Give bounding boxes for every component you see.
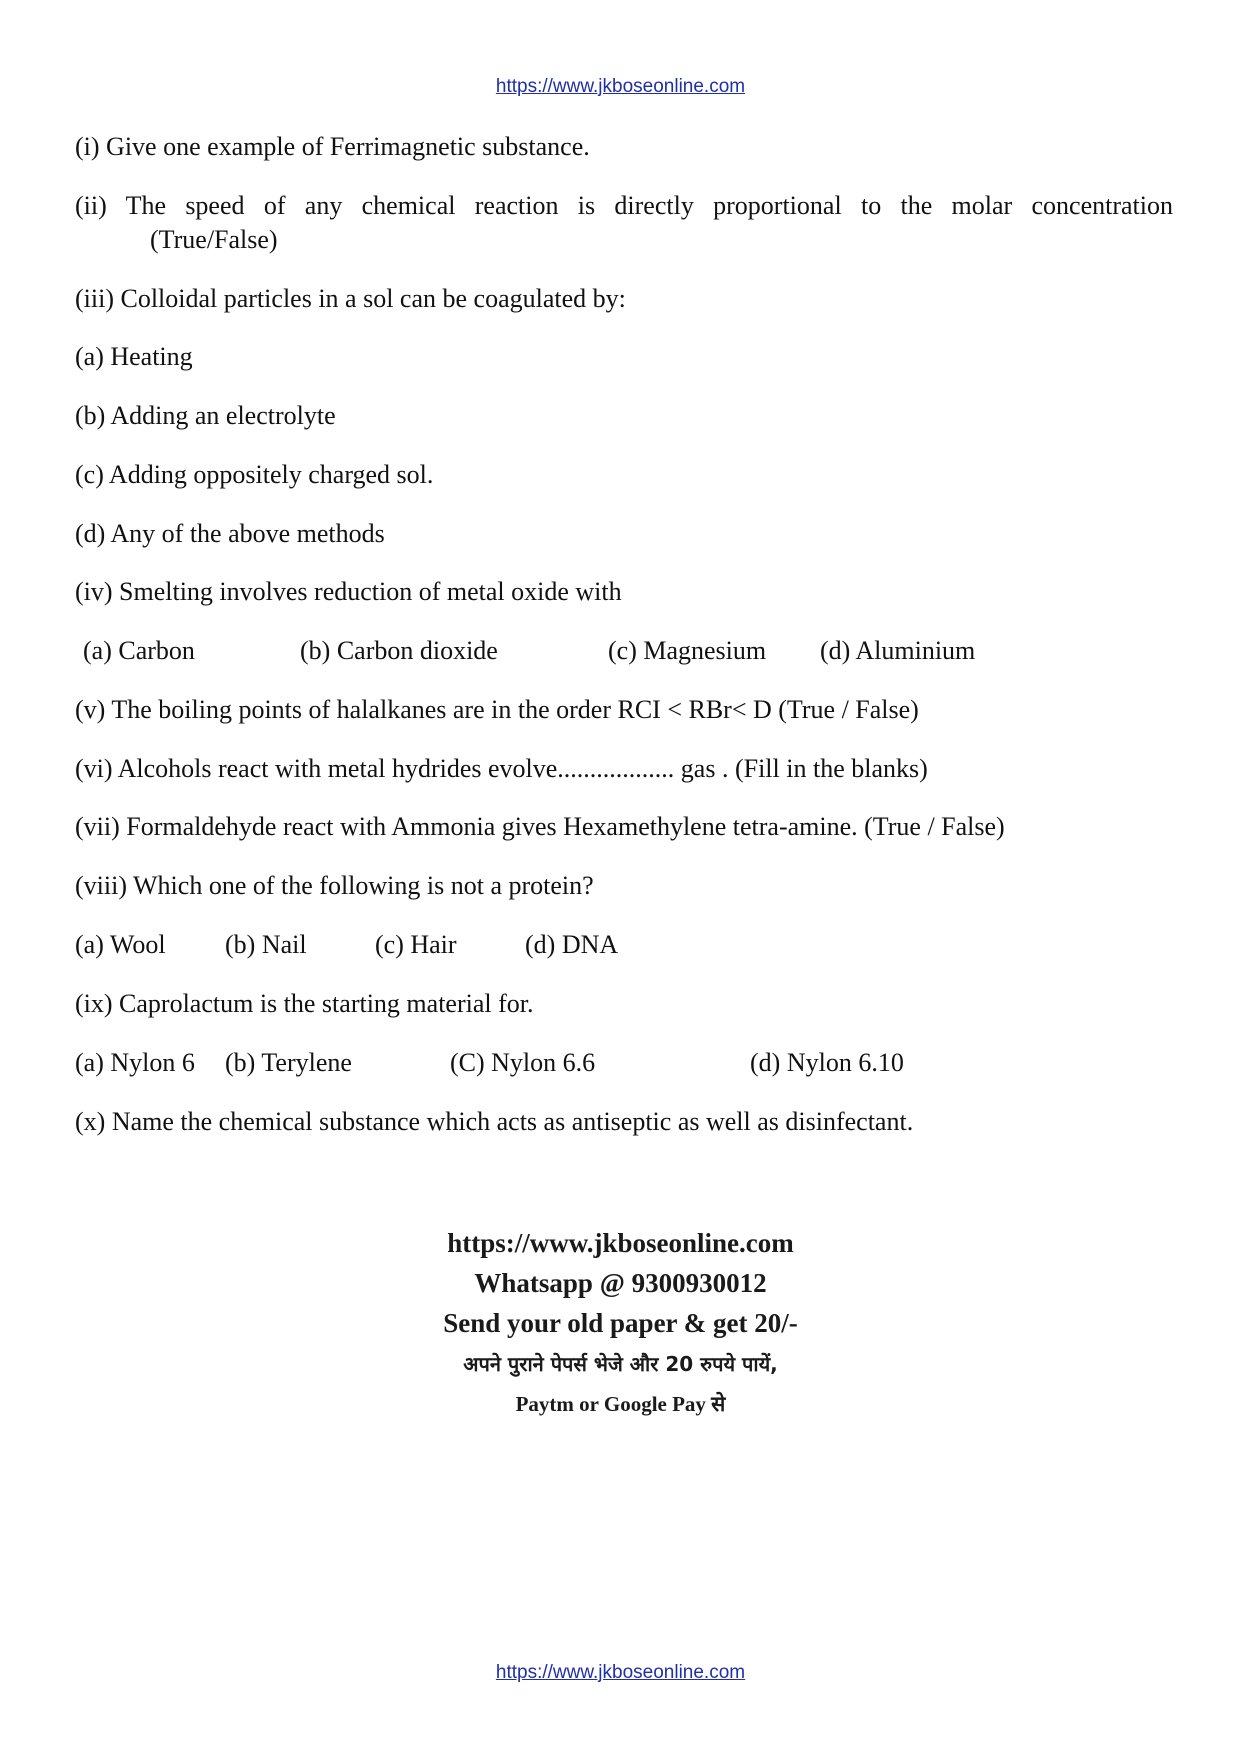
question-7: (vii) Formaldehyde react with Ammonia gives Hexamethylene tetra-amine. (True / False) — [75, 812, 1005, 841]
question-4-option-c: (c) Magnesium — [608, 636, 767, 665]
question-9-option-a: (a) Nylon 6 — [75, 1048, 195, 1077]
question-9-option-c: (C) Nylon 6.6 — [450, 1048, 596, 1077]
header-url-link[interactable]: https://www.jkboseonline.com — [495, 76, 746, 97]
question-9-option-b: (b) Terylene — [225, 1048, 352, 1077]
promo-url: https://www.jkboseonline.com — [447, 1228, 794, 1258]
question-3-option-b: (b) Adding an electrolyte — [75, 401, 336, 430]
promo-payment: Paytm or Google Pay से — [515, 1392, 726, 1416]
question-4-option-b: (b) Carbon dioxide — [300, 636, 498, 665]
question-3-option-a: (a) Heating — [75, 342, 193, 371]
question-2-line-1: (ii) The speed of any chemical reaction is directly proportional to the molar concentration — [75, 191, 1173, 220]
promo-offer: Send your old paper & get 20/- — [443, 1308, 798, 1338]
question-5: (v) The boiling points of halalkanes are in the order RCI < RBr< D (True / False) — [75, 695, 919, 724]
question-1: (i) Give one example of Ferrimagnetic substance. — [75, 132, 590, 161]
question-8-option-a: (a) Wool — [75, 930, 166, 959]
question-8-option-d: (d) DNA — [525, 930, 619, 959]
question-3-option-c: (c) Adding oppositely charged sol. — [75, 460, 434, 489]
footer-url-link[interactable]: https://www.jkboseonline.com — [495, 1662, 746, 1683]
promo-hindi-text: अपने पुराने पेपर्स भेजे और 20 रुपये पायें, — [463, 1352, 778, 1376]
question-3: (iii) Colloidal particles in a sol can be coagulated by: — [75, 284, 626, 313]
question-8-option-c: (c) Hair — [375, 930, 457, 959]
question-3-option-d: (d) Any of the above methods — [75, 519, 385, 548]
question-9: (ix) Caprolactum is the starting material for. — [75, 989, 534, 1018]
question-10: (x) Name the chemical substance which acts as antiseptic as well as disinfectant. — [75, 1107, 914, 1136]
question-8-option-b: (b) Nail — [225, 930, 307, 959]
question-9-option-d: (d) Nylon 6.10 — [750, 1048, 904, 1077]
question-4: (iv) Smelting involves reduction of metal oxide with — [75, 577, 622, 606]
question-4-option-d: (d) Aluminium — [820, 636, 976, 665]
question-8: (viii) Which one of the following is not a protein? — [75, 871, 594, 900]
question-4-option-a: (a) Carbon — [83, 636, 195, 665]
question-2-line-2: (True/False) — [150, 225, 278, 254]
question-6: (vi) Alcohols react with metal hydrides evolve.................. gas . (Fill in the blanks) — [75, 754, 928, 783]
promo-whatsapp: Whatsapp @ 9300930012 — [474, 1268, 767, 1298]
